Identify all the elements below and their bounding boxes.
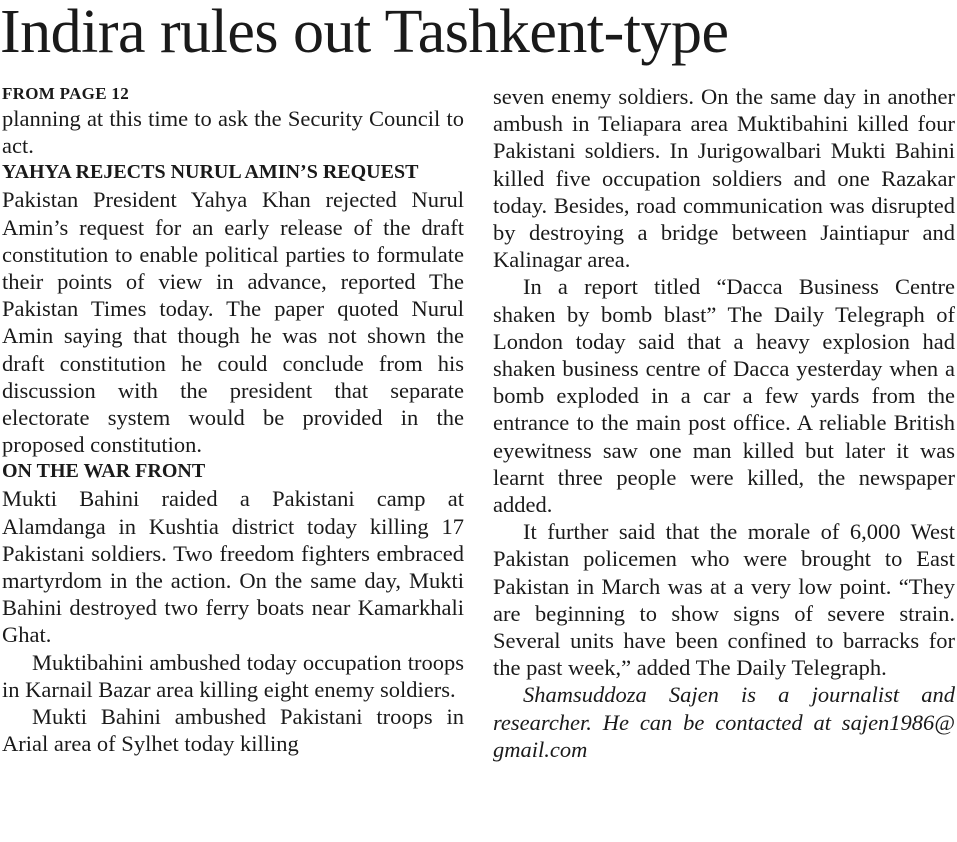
author-byline: Shamsuddoza Sajen is a journalist and researcher. He can be contacted at sajen1986@ gmail.com xyxy=(493,682,955,762)
article-column-left xyxy=(2,83,464,757)
paragraph-dacca-bomb-blast: In a report titled “Dacca Business Centre shaken by bomb blast” The Daily Telegraph of London today said that a heavy explosion had shaken business centre of Dacca yesterday when a bomb exploded in a car a few yards from the entrance to the main post office. A reliable British eyewitness saw one man killed but later it was learnt three people were killed, the newspaper added. xyxy=(493,274,955,518)
paragraph-police-morale: It further said that the morale of 6,000 West Pakistan policemen who were brought to East Pakistan in March was at a very low point. “They are beginning to show signs of severe strain. Several units have been confined to barracks for the past week,” added The Daily Telegraph. xyxy=(493,519,955,681)
paragraph-karnail-bazar: Muktibahini ambushed today occupation troops in Karnail Bazar area killing eight enemy soldiers. xyxy=(2,649,464,702)
lead-paragraph: planning at this time to ask the Security Council to act. xyxy=(2,106,464,159)
headline: Indira rules out Tashkent-type xyxy=(0,0,729,66)
continuation-label: FROM PAGE 12 xyxy=(2,84,129,103)
subhead-war-front: ON THE WAR FRONT xyxy=(2,460,206,483)
paragraph-teliapara: seven enemy soldiers. On the same day in another ambush in Teliapara area Muktibahini killed four Pakistani soldiers. In Jurigowalbari Mukti Bahini killed five occupation soldiers and one Razakar today. Besides, road communication was disrupted by destroying a bridge between Jaintiapur and Kalinagar area. xyxy=(493,84,955,273)
paragraph-yahya-khan: Pakistan President Yahya Khan rejected Nurul Amin’s request for an early release of the draft constitution to enable political parties to formulate their points of view in advance, reported The Pakistan Times today. The paper quoted Nurul Amin saying that though he was not shown the draft constitution he could conclude from his discussion with the president that separate electorate system would be provided in the proposed constitution. xyxy=(2,187,464,458)
paragraph-alamdanga-raid: Mukti Bahini raided a Pakistani camp at Alamdanga in Kushtia district today killing 17 Pakistani soldiers. Two freedom fighters embraced martyrdom in the action. On the same day, Mukti Bahini destroyed two ferry boats near Kamarkhali Ghat. xyxy=(2,486,464,648)
subhead-yahya-rejects: YAHYA REJECTS NURUL AMIN’S REQUEST xyxy=(2,161,419,184)
article-column-right xyxy=(493,83,955,763)
paragraph-arial-sylhet: Mukti Bahini ambushed Pakistani troops in Arial area of Sylhet today killing xyxy=(2,704,464,757)
